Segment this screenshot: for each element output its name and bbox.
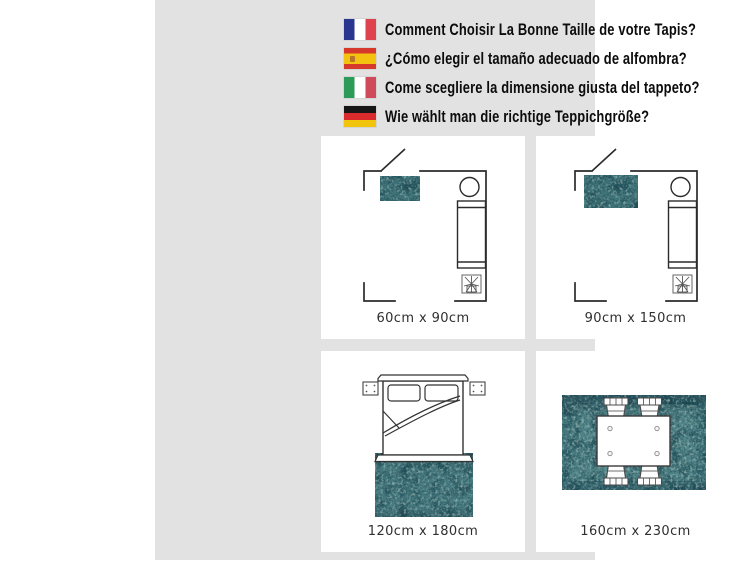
footboard: [375, 455, 473, 462]
dining-table-icon: [597, 416, 670, 466]
spain-flag-icon: [344, 48, 376, 69]
france-flag-icon: [344, 19, 376, 40]
header-title-spanish: ¿Cómo elegir el tamaño adecuado de alfombra?: [385, 48, 687, 68]
room-floorplan-small-rug-diagram: [321, 136, 525, 339]
rug-120x180: [375, 453, 473, 517]
chaise-longue-icon: [458, 201, 486, 268]
nightstand-left-icon: [363, 382, 378, 395]
chaise-longue-icon: [669, 201, 697, 268]
size-label: 120cm x 180cm: [367, 524, 479, 539]
spain-crest-icon: [350, 56, 355, 62]
room-floorplan-medium-rug-diagram: [536, 136, 735, 339]
headboard: [378, 375, 468, 381]
size-label: 160cm x 230cm: [580, 524, 691, 539]
header-title-french: Comment Choisir La Bonne Taille de votre Tapis?: [385, 19, 697, 39]
side-table-icon: [460, 178, 479, 197]
pillow-left: [388, 385, 420, 401]
size-label: 90cm x 150cm: [584, 311, 687, 326]
panel-rug-160x230: [536, 351, 735, 552]
panel-rug-60x90: [321, 136, 525, 339]
door-swing-icon: [381, 149, 405, 171]
side-table-icon: [671, 178, 690, 197]
header-title-italian: Come scegliere la dimensione giusta del tappeto?: [385, 77, 700, 97]
potted-plant-icon: [462, 275, 481, 293]
potted-plant-icon: [673, 275, 692, 293]
panel-rug-120x180: [321, 351, 525, 552]
size-label: 60cm x 90cm: [376, 311, 470, 326]
header-title-list: [344, 19, 750, 127]
header-row-spanish: [344, 48, 750, 69]
header-row-german: [344, 106, 750, 127]
bed-rug-diagram: [321, 351, 525, 552]
italy-flag-icon: [344, 77, 376, 98]
guide-card: [155, 0, 700, 560]
rug-60x90: [380, 176, 420, 201]
panel-rug-90x150: [536, 136, 735, 339]
germany-flag-icon: [344, 106, 376, 127]
header-title-german: Wie wählt man die richtige Teppichgröße?: [385, 106, 650, 126]
header-row-italian: [344, 77, 750, 98]
header-row-french: [344, 19, 750, 40]
rug-90x150: [584, 175, 638, 208]
nightstand-right-icon: [470, 382, 485, 395]
door-swing-icon: [592, 149, 616, 171]
dining-rug-diagram: [536, 351, 735, 552]
bed-icon: [375, 375, 473, 462]
